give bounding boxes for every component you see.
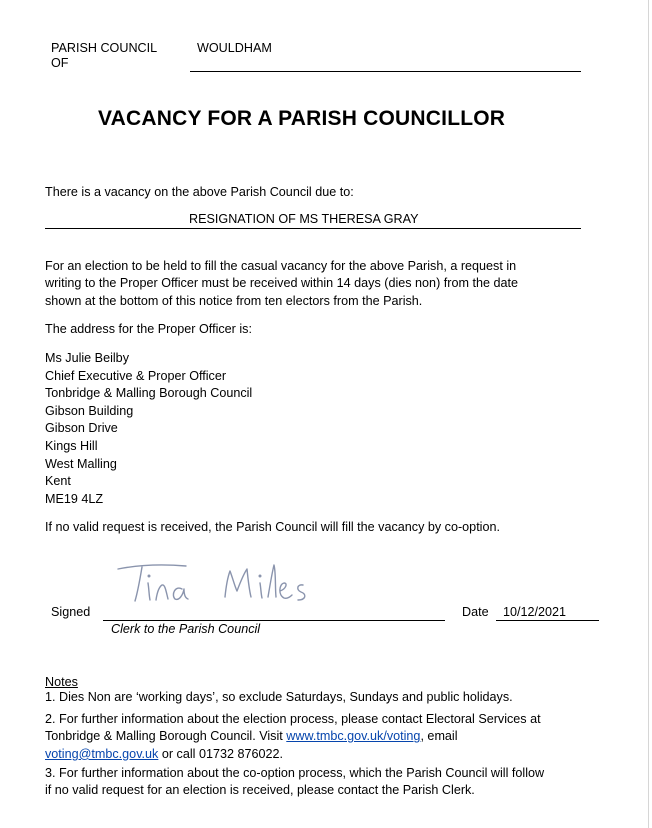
co-option-statement: If no valid request is received, the Parish Council will fill the vacancy by co-option. (45, 520, 500, 534)
address-line: Tonbridge & Malling Borough Council (45, 386, 253, 401)
note-2-line (45, 746, 541, 763)
note-2-text: or call 01732 876022. (158, 746, 283, 761)
parish-name: WOULDHAM (197, 41, 272, 55)
proper-officer-address (45, 350, 252, 508)
address-line: ME19 4LZ (45, 491, 104, 506)
header-label-line2: OF (51, 56, 69, 70)
proper-officer-intro: The address for the Proper Officer is: (45, 322, 252, 336)
note-2-text: Tonbridge & Malling Borough Council. Visit (45, 729, 287, 744)
date-underline (496, 620, 599, 621)
address-line: Chief Executive & Proper Officer (45, 368, 227, 383)
election-request-line: shown at the bottom of this notice from ten electors from the Parish. (45, 293, 423, 308)
header-label-line1: PARISH COUNCIL (51, 41, 158, 55)
notes-heading: Notes (45, 675, 78, 689)
address-line: Gibson Drive (45, 421, 118, 436)
signer-role: Clerk to the Parish Council (111, 622, 261, 636)
vacancy-intro: There is a vacancy on the above Parish Council due to: (45, 185, 354, 199)
address-line: Kings Hill (45, 438, 98, 453)
signature-line (103, 620, 445, 621)
vacancy-reason-underline (45, 228, 581, 229)
note-3-line: 3. For further information about the co-option process, which the Parish Council will follow (45, 766, 545, 780)
election-request-paragraph (45, 258, 518, 310)
address-line: Kent (45, 474, 71, 489)
page-edge (648, 0, 649, 828)
note-2-text: , email (420, 729, 458, 744)
date-value: 10/12/2021 (503, 605, 567, 619)
address-line: Gibson Building (45, 403, 134, 418)
election-request-line: For an election to be held to fill the casual vacancy for the above Parish, a request in (45, 259, 517, 273)
note-2-line: 2. For further information about the election process, please contact Electoral Services at (45, 712, 541, 726)
note-2-line (45, 728, 541, 745)
date-label: Date (462, 605, 489, 619)
note-3 (45, 765, 544, 800)
note-3-line: if no valid request for an election is received, please contact the Parish Clerk. (45, 783, 475, 798)
address-line: West Malling (45, 456, 117, 471)
page-title: VACANCY FOR A PARISH COUNCILLOR (98, 107, 506, 130)
note-1: 1. Dies Non are ‘working days’, so exclude Saturdays, Sundays and public holidays. (45, 690, 513, 704)
note-2 (45, 711, 541, 763)
parish-name-underline (190, 71, 581, 72)
signed-label: Signed (51, 605, 91, 619)
address-line: Ms Julie Beilby (45, 351, 129, 365)
handwritten-signature (108, 553, 323, 613)
vacancy-reason: RESIGNATION OF MS THERESA GRAY (189, 212, 419, 226)
voting-email-link[interactable]: voting@tmbc.gov.uk (45, 746, 159, 761)
header-label (51, 41, 157, 71)
voting-website-link[interactable]: www.tmbc.gov.uk/voting (286, 729, 421, 744)
election-request-line: writing to the Proper Officer must be received within 14 days (dies non) from the date (45, 276, 518, 291)
